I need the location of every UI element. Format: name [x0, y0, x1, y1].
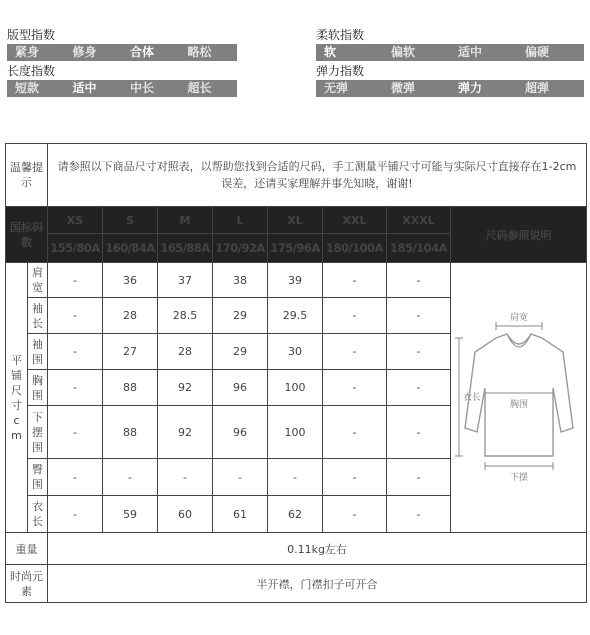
table-cell: 88: [103, 370, 158, 406]
softness-option-selected: 软: [324, 45, 337, 59]
table-cell: -: [48, 459, 103, 496]
size-header: M: [158, 207, 213, 234]
length-index: [7, 64, 237, 97]
table-cell: -: [103, 459, 158, 496]
size-header: L: [213, 207, 268, 234]
table-cell: 29.5: [268, 298, 323, 334]
table-cell: 28: [103, 298, 158, 334]
length-option: 中长: [130, 81, 155, 95]
table-cell: -: [323, 370, 387, 406]
table-cell: -: [48, 263, 103, 298]
table-cell: -: [48, 406, 103, 459]
diagram-chest-label: 胸围: [509, 399, 529, 410]
elasticity-option-selected: 弹力: [458, 81, 483, 95]
table-cell: 29: [213, 334, 268, 370]
length-index-title: 长度指数: [7, 64, 56, 78]
length-index-bar: [7, 80, 237, 97]
softness-option: 偏硬: [525, 45, 550, 59]
elasticity-index-title: 弹力指数: [316, 64, 365, 78]
measure-label: 袖长: [28, 298, 48, 334]
measure-label: 胸围: [28, 370, 48, 406]
softness-option: 适中: [458, 45, 483, 59]
softness-index-title: 柔软指数: [316, 28, 365, 42]
table-cell: 96: [213, 370, 268, 406]
elasticity-option: 微弹: [391, 81, 416, 95]
weight-label: 重量: [6, 533, 48, 565]
national-code: 175/96A: [268, 234, 323, 263]
fashion-row: [6, 565, 587, 603]
table-cell: 37: [158, 263, 213, 298]
national-code: 170/92A: [213, 234, 268, 263]
table-cell: 38: [213, 263, 268, 298]
softness-index: [316, 28, 584, 61]
national-code: 160/84A: [103, 234, 158, 263]
table-cell: -: [387, 370, 451, 406]
table-cell: 60: [158, 496, 213, 533]
measure-label: 下摆围: [28, 406, 48, 459]
table-cell: -: [158, 459, 213, 496]
table-cell: 100: [268, 370, 323, 406]
table-cell: 96: [213, 406, 268, 459]
weight-row: [6, 533, 587, 565]
length-option: 超长: [187, 81, 212, 95]
size-header: XXXL: [387, 207, 451, 234]
table-cell: -: [387, 406, 451, 459]
size-header: XL: [268, 207, 323, 234]
table-cell: 36: [103, 263, 158, 298]
table-cell: -: [323, 496, 387, 533]
table-cell: 29: [213, 298, 268, 334]
table-cell: 100: [268, 406, 323, 459]
table-cell: -: [48, 370, 103, 406]
table-cell: 28.5: [158, 298, 213, 334]
table-cell: -: [323, 406, 387, 459]
weight-value: 0.11kg左右: [48, 533, 587, 565]
table-cell: -: [48, 334, 103, 370]
diagram-length-label: 衣长: [463, 392, 482, 403]
table-cell: -: [213, 459, 268, 496]
table-cell: -: [387, 263, 451, 298]
measure-label: 衣长: [28, 496, 48, 533]
size-chart-table: [5, 143, 587, 603]
table-cell: 61: [213, 496, 268, 533]
size-header: XS: [48, 207, 103, 234]
fit-index-title: 版型指数: [7, 28, 56, 42]
table-cell: 27: [103, 334, 158, 370]
table-cell: 30: [268, 334, 323, 370]
national-code: 165/88A: [158, 234, 213, 263]
table-cell: 39: [268, 263, 323, 298]
table-cell: 88: [103, 406, 158, 459]
diagram-hem-label: 下摆: [509, 472, 529, 483]
national-code: 155/80A: [48, 234, 103, 263]
length-option: 短款: [15, 81, 40, 95]
table-cell: -: [48, 496, 103, 533]
fashion-value: 半开襟，门襟扣子可开合: [48, 565, 587, 603]
national-code: 180/100A: [323, 234, 387, 263]
table-cell: 92: [158, 370, 213, 406]
table-cell: -: [387, 496, 451, 533]
table-row: [6, 263, 587, 298]
table-cell: -: [323, 459, 387, 496]
sweater-outline-icon: [465, 334, 573, 456]
fit-option-selected: 合体: [130, 45, 155, 59]
fit-option: 修身: [72, 45, 97, 59]
table-cell: -: [323, 263, 387, 298]
size-reference-header: 尺码参照说明: [451, 207, 587, 263]
table-cell: -: [387, 334, 451, 370]
fit-index-bar: [7, 44, 237, 61]
softness-option: 偏软: [391, 45, 416, 59]
table-cell: -: [323, 334, 387, 370]
measure-label: 袖围: [28, 334, 48, 370]
softness-index-bar: [316, 44, 584, 61]
sweater-diagram: [451, 308, 587, 488]
table-cell: 62: [268, 496, 323, 533]
table-cell: -: [323, 298, 387, 334]
elasticity-option: 无弹: [324, 81, 349, 95]
size-diagram-cell: [451, 263, 587, 533]
size-header: XXL: [323, 207, 387, 234]
length-option-selected: 适中: [72, 81, 97, 95]
elasticity-index: [316, 64, 584, 97]
table-cell: -: [387, 298, 451, 334]
fit-index: [7, 28, 237, 61]
table-cell: 28: [158, 334, 213, 370]
size-header: S: [103, 207, 158, 234]
table-cell: -: [48, 298, 103, 334]
measure-label: 臀围: [28, 459, 48, 496]
diagram-shoulder-label: 肩宽: [509, 312, 529, 323]
fashion-label: 时尚元素: [6, 565, 48, 603]
flat-size-label: 平铺尺寸cm: [6, 263, 28, 533]
table-cell: -: [268, 459, 323, 496]
national-code: 185/104A: [387, 234, 451, 263]
measure-label: 肩宽: [28, 263, 48, 298]
tip-text: 请参照以下商品尺寸对照表，以帮助您找到合适的尺码，手工测量平铺尺寸可能与实际尺寸直接存在1-2cm误差，还请买家理解并事先知晓，谢谢!: [48, 144, 587, 207]
national-code-label: 国标码数: [6, 207, 48, 263]
fit-option: 紧身: [15, 45, 40, 59]
table-cell: 92: [158, 406, 213, 459]
elasticity-index-bar: [316, 80, 584, 97]
table-cell: 59: [103, 496, 158, 533]
tip-label: 温馨提示: [6, 144, 48, 207]
table-cell: -: [387, 459, 451, 496]
fit-option: 略松: [187, 45, 212, 59]
elasticity-option: 超弹: [525, 81, 550, 95]
